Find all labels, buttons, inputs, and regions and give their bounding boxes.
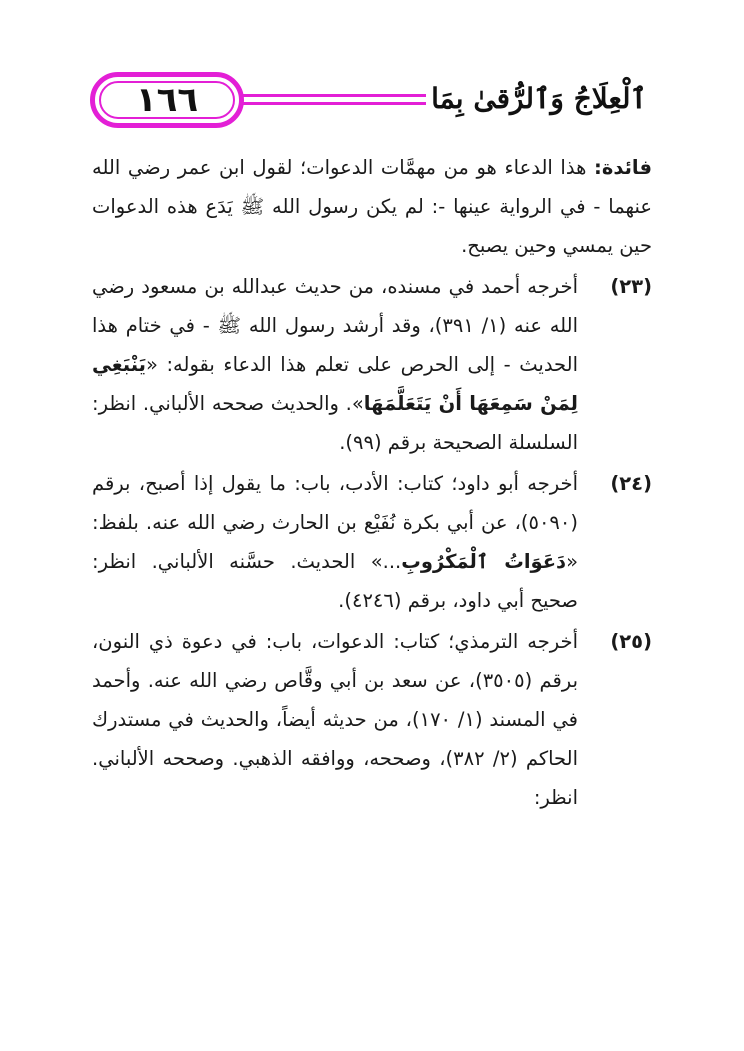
header-rule-bottom: [242, 102, 426, 105]
footnote-text-after: ». والحديث صححه الألباني. انظر: السلسلة الصحيحة برقم (٩٩).: [92, 392, 578, 454]
page-number-badge-inner-ring: [99, 81, 235, 119]
footnote-number: (٢٥): [610, 630, 652, 653]
benefit-paragraph: [92, 148, 652, 265]
footnote-text-after: ...» الحديث. حسَّنه الألباني. انظر: صحيح أبي داود، برقم (٤٢٤٦).: [92, 550, 578, 612]
footnote-number: (٢٤): [610, 472, 652, 495]
footnote-23: [92, 267, 652, 462]
footnote-24: [92, 464, 652, 620]
footnote-text: [92, 267, 578, 462]
page-number: ١٦٦: [135, 80, 199, 120]
footnote-text-before: أخرجه أحمد في مسنده، من حديث عبدالله بن مسعود رضي الله عنه (١/ ٣٩١)، وقد أرشد رسول الله ﷺ - في ختام هذا الحديث - إلى الحرص على تعلم هذا الدعاء بقوله: «: [92, 275, 578, 376]
page-number-badge: [90, 72, 244, 128]
benefit-label: فائدة:: [594, 156, 653, 179]
footnote-25: [92, 622, 652, 817]
footnote-text-before: أخرجه الترمذي؛ كتاب: الدعوات، باب: في دعوة ذي النون، برقم (٣٥٠٥)، عن سعد بن أبي وقَّاص رضي الله عنه. وأحمد في المسند (١/ ١٧٠)، من حديثه أيضاً، والحديث في مستدرك الحاكم (٢/ ٣٨٢)، وصححه، ووافقه الذهبي. وصححه الألباني. انظر:: [92, 630, 578, 809]
benefit-text: هذا الدعاء هو من مهمَّات الدعوات؛ لقول ابن عمر رضي الله عنهما - في الرواية عينها -: لم يكن رسول الله ﷺ يَدَع هذه الدعوات حين يمسي وحين يصبح.: [92, 156, 652, 257]
running-title: ٱلْعِلَاجُ وَٱلرُّقىٰ بِمَا: [431, 82, 647, 115]
hadith-quote: يَنْبَغِي لِمَنْ سَمِعَهَا أَنْ يَتَعَلَّمَهَا: [92, 353, 579, 415]
footnote-text: [92, 464, 578, 620]
footnote-number: (٢٣): [610, 275, 652, 298]
hadith-quote: دَعَوَاتُ ٱلْمَكْرُوبِ: [401, 550, 567, 573]
footnote-text: [92, 622, 578, 817]
footnote-text-before: أخرجه أبو داود؛ كتاب: الأدب، باب: ما يقول إذا أصبح، برقم (٥٠٩٠)، عن أبي بكرة نُفَيْع بن الحارث رضي الله عنه. بلفظ: «: [92, 472, 579, 573]
page-header: [90, 72, 650, 132]
page-body: [92, 148, 652, 817]
header-rule-top: [242, 94, 426, 97]
